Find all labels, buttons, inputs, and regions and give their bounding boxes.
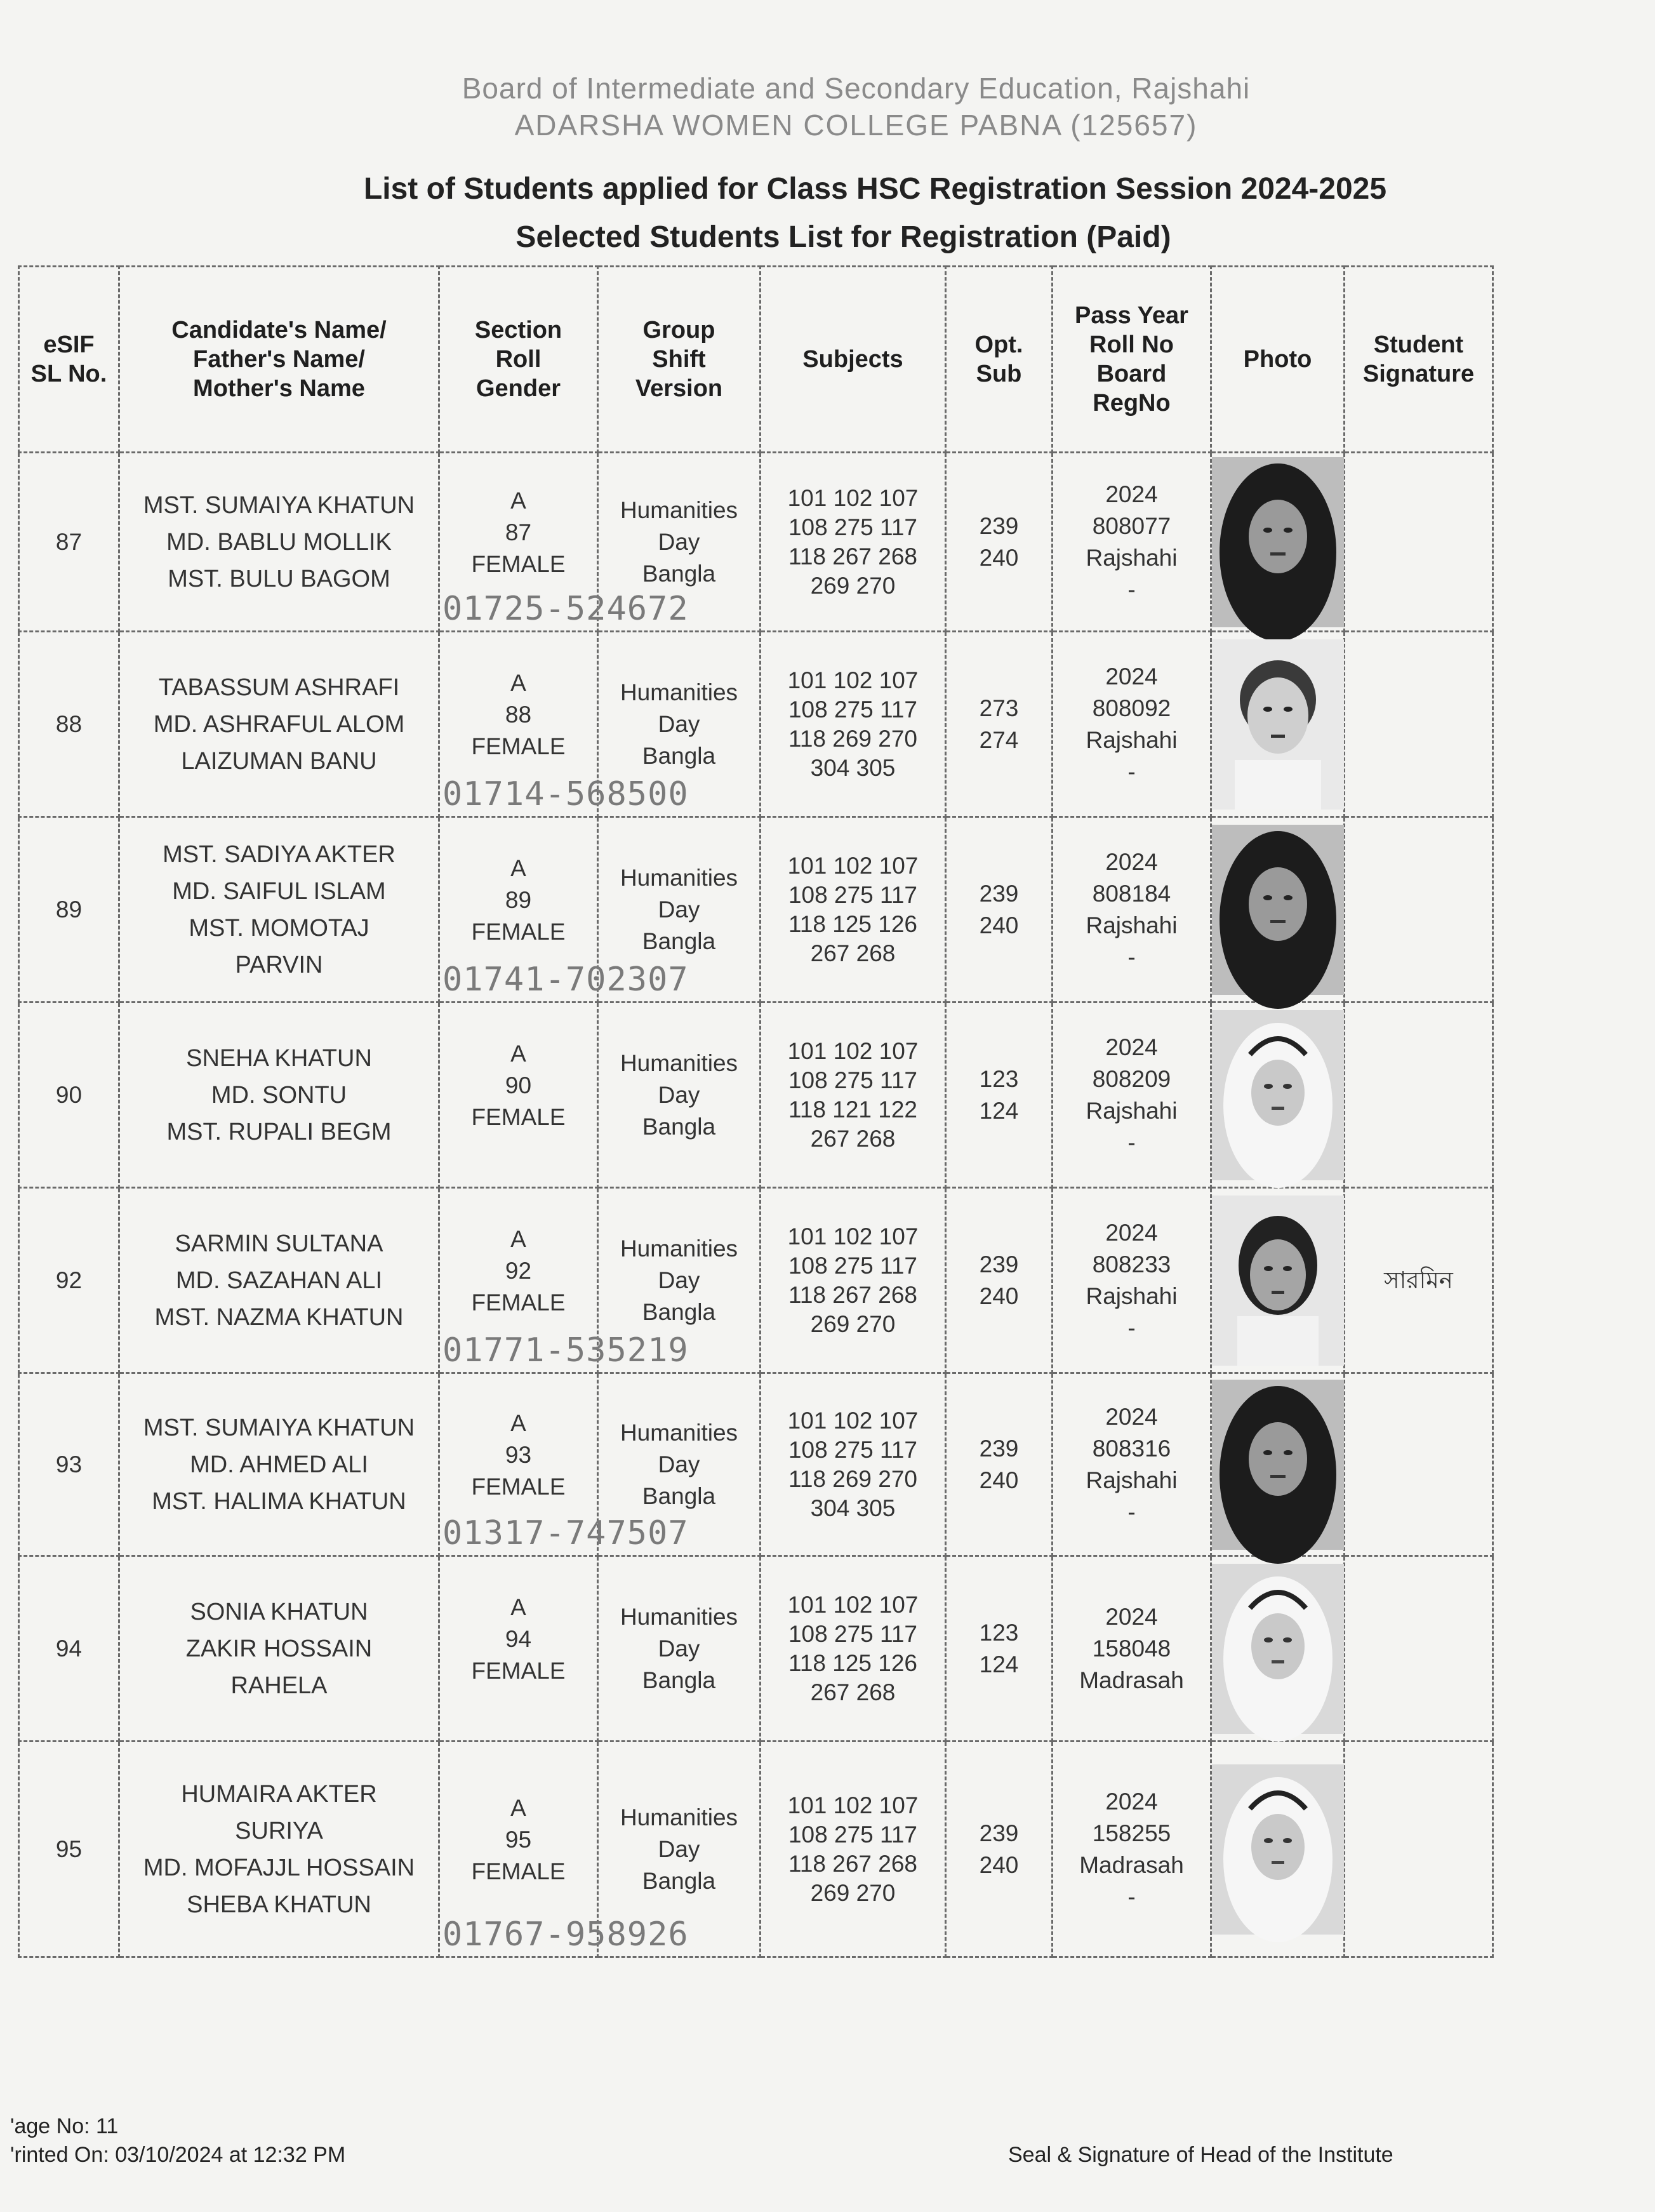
cell-line: FEMALE (471, 1858, 566, 1884)
cell-line: Humanities (620, 1049, 738, 1076)
photo-image (1212, 1010, 1344, 1180)
section-cell (439, 1003, 598, 1188)
cell-line: FEMALE (471, 1289, 566, 1316)
cell-line: Rajshahi (1086, 1283, 1178, 1309)
pass-cell (1053, 1003, 1211, 1188)
cell-line: Day (658, 896, 700, 923)
opt-sub-cell (946, 817, 1053, 1003)
student-photo (1212, 1564, 1344, 1734)
photo-cell (1211, 1003, 1345, 1188)
cell-line: Humanities (620, 1235, 738, 1262)
cell-line: 240 (979, 1851, 1019, 1878)
cell-line: MD. BABLU MOLLIK (166, 528, 392, 556)
cell-line: 240 (979, 1467, 1019, 1493)
cell-line: 118 121 122 (788, 1096, 917, 1123)
cell-line: MD. AHMED ALI (190, 1451, 368, 1478)
cell-line: A (510, 1040, 526, 1067)
cell-line: 124 (979, 1651, 1019, 1677)
cell-line: 95 (505, 1826, 532, 1853)
photo-cell (1211, 1742, 1345, 1957)
group-cell (598, 453, 761, 632)
handwritten-phone: 01714-568500 (442, 775, 689, 813)
cell-line: 808209 (1092, 1065, 1171, 1092)
signature-cell (1345, 1373, 1493, 1556)
cell-line: Rajshahi (1086, 912, 1178, 938)
cell-line: 108 275 117 (788, 1620, 917, 1647)
cell-line: 267 268 (810, 940, 896, 966)
cell-line: MST. MOMOTAJ (189, 914, 369, 942)
cell-line: PARVIN (235, 951, 323, 978)
cell-line: MD. ASHRAFUL ALOM (153, 710, 405, 738)
cell-line: A (510, 1409, 526, 1436)
photo-image (1212, 457, 1344, 627)
cell-line: Bangla (642, 560, 716, 587)
cell-line: 108 275 117 (788, 1067, 917, 1093)
cell-line: 118 267 268 (788, 543, 917, 570)
name-cell (119, 1373, 439, 1556)
opt-sub-cell (946, 632, 1053, 817)
subjects-cell (761, 1003, 946, 1188)
cell-line: Bangla (642, 1482, 716, 1509)
cell-line: 808092 (1092, 695, 1171, 721)
cell-line: MST. NAZMA KHATUN (154, 1303, 404, 1331)
cell-line: MST. HALIMA KHATUN (152, 1488, 406, 1515)
cell-line: Bangla (642, 1298, 716, 1325)
printed-on: 'rinted On: 03/10/2024 at 12:32 PM (10, 2143, 346, 2167)
cell-line: 118 269 270 (788, 725, 917, 752)
students-table (18, 265, 1494, 1958)
cell-line: 87 (505, 519, 532, 545)
signature-cell: সারমিন (1345, 1188, 1493, 1373)
cell-line: 94 (505, 1625, 532, 1652)
group-cell (598, 1188, 761, 1373)
sl-cell: 94 (19, 1556, 119, 1742)
cell-line: 240 (979, 912, 1019, 938)
cell-line: Day (658, 710, 700, 737)
col-pass: Pass Year Roll No Board RegNo (1053, 267, 1211, 453)
cell-line: A (510, 1594, 526, 1620)
seal-signature-label: Seal & Signature of Head of the Institute (1008, 2143, 1393, 2167)
sl-cell: 89 (19, 817, 119, 1003)
cell-line: 101 102 107 (787, 667, 919, 693)
signature-cell (1345, 453, 1493, 632)
cell-line: MD. SAIFUL ISLAM (172, 877, 386, 905)
photo-image (1212, 1764, 1344, 1935)
handwritten-phone: 01767-958926 (442, 1916, 689, 1954)
table-row (19, 632, 1493, 817)
subjects-cell (761, 1742, 946, 1957)
name-cell (119, 1188, 439, 1373)
col-group: Group Shift Version (598, 267, 761, 453)
signature-cell (1345, 1003, 1493, 1188)
cell-line: MD. SONTU (211, 1081, 347, 1109)
handwritten-phone: 01317-747507 (442, 1514, 689, 1552)
photo-cell (1211, 453, 1345, 632)
cell-line: 2024 (1105, 1219, 1158, 1246)
cell-line: Humanities (620, 1603, 738, 1630)
cell-line: 269 270 (810, 572, 896, 599)
handwritten-phone: 01741-702307 (442, 961, 689, 999)
cell-line: 240 (979, 544, 1019, 571)
cell-line: Day (658, 1451, 700, 1477)
photo-cell (1211, 1556, 1345, 1742)
subjects-cell (761, 453, 946, 632)
cell-line: MD. SAZAHAN ALI (175, 1267, 383, 1294)
handwritten-phone: 01725-524672 (442, 590, 689, 628)
cell-line: 108 275 117 (788, 881, 917, 908)
cell-line: Bangla (642, 742, 716, 769)
cell-line: 92 (505, 1257, 532, 1284)
cell-line: 101 102 107 (787, 1223, 919, 1249)
col-opt: Opt. Sub (946, 267, 1053, 453)
cell-line: 2024 (1105, 848, 1158, 875)
cell-line: Humanities (620, 1804, 738, 1830)
cell-line: Humanities (620, 679, 738, 705)
cell-line: 808233 (1092, 1251, 1171, 1277)
sl-cell: 88 (19, 632, 119, 817)
group-cell (598, 1556, 761, 1742)
table-row (19, 1188, 1493, 1373)
cell-line: 2024 (1105, 1603, 1158, 1630)
cell-line: 101 102 107 (787, 1037, 919, 1064)
col-subjects: Subjects (761, 267, 946, 453)
cell-line: MD. MOFAJJL HOSSAIN (143, 1854, 415, 1881)
cell-line: 808316 (1092, 1435, 1171, 1462)
photo-cell (1211, 1188, 1345, 1373)
photo-image (1212, 1196, 1344, 1366)
cell-line: Madrasah (1079, 1667, 1184, 1693)
cell-line: Bangla (642, 1867, 716, 1894)
opt-sub-cell (946, 453, 1053, 632)
cell-line: ZAKIR HOSSAIN (185, 1635, 373, 1662)
cell-line: Humanities (620, 496, 738, 523)
name-cell (119, 817, 439, 1003)
photo-cell (1211, 632, 1345, 817)
opt-sub-cell (946, 1556, 1053, 1742)
table-row (19, 1556, 1493, 1742)
table-row (19, 453, 1493, 632)
college-name: ADARSHA WOMEN COLLEGE PABNA (125657) (514, 109, 1198, 142)
cell-line: Rajshahi (1086, 726, 1178, 753)
student-photo (1212, 457, 1344, 627)
cell-line: Day (658, 1836, 700, 1862)
cell-line: 108 275 117 (788, 1252, 917, 1279)
cell-line: 274 (979, 726, 1019, 753)
cell-line: 239 (979, 1820, 1019, 1846)
name-cell (119, 453, 439, 632)
cell-line: - (1127, 1314, 1136, 1341)
cell-line: 123 (979, 1065, 1019, 1092)
cell-line: 124 (979, 1097, 1019, 1124)
name-cell (119, 1003, 439, 1188)
photo-image (1212, 639, 1344, 810)
pass-cell (1053, 817, 1211, 1003)
col-photo: Photo (1211, 267, 1345, 453)
cell-line: 118 267 268 (788, 1850, 917, 1877)
cell-line: FEMALE (471, 918, 566, 945)
board-name: Board of Intermediate and Secondary Education, Rajshahi (462, 72, 1251, 105)
cell-line: Day (658, 1635, 700, 1662)
cell-line: 267 268 (810, 1125, 896, 1152)
cell-line: A (510, 487, 526, 514)
cell-line: SARMIN SULTANA (175, 1230, 383, 1257)
photo-cell (1211, 817, 1345, 1003)
student-photo (1212, 825, 1344, 995)
cell-line: - (1127, 1498, 1136, 1525)
subjects-cell (761, 1373, 946, 1556)
cell-line: 240 (979, 1283, 1019, 1309)
cell-line: 269 270 (810, 1879, 896, 1906)
cell-line: 118 267 268 (788, 1281, 917, 1308)
cell-line: MST. RUPALI BEGM (166, 1118, 392, 1145)
opt-sub-cell (946, 1742, 1053, 1957)
cell-line: - (1127, 1129, 1136, 1156)
cell-line: 2024 (1105, 1034, 1158, 1060)
handwritten-phone: 01771-535219 (442, 1331, 689, 1369)
page-number: 'age No: 11 (10, 2114, 119, 2138)
cell-line: 118 125 126 (788, 1649, 917, 1676)
table-row (19, 1003, 1493, 1188)
cell-line: 101 102 107 (787, 1591, 919, 1618)
cell-line: HUMAIRA AKTER (181, 1780, 377, 1808)
cell-line: - (1127, 943, 1136, 970)
cell-line: 108 275 117 (788, 696, 917, 723)
cell-line: 2024 (1105, 1788, 1158, 1815)
cell-line: Bangla (642, 1667, 716, 1693)
cell-line: SURIYA (235, 1817, 323, 1844)
cell-line: 267 268 (810, 1679, 896, 1705)
table-row (19, 1373, 1493, 1556)
col-name: Candidate's Name/ Father's Name/ Mother's Name (119, 267, 439, 453)
cell-line: Day (658, 528, 700, 555)
cell-line: 158255 (1092, 1820, 1171, 1846)
group-cell (598, 817, 761, 1003)
cell-line: - (1127, 1883, 1136, 1910)
cell-line: 269 270 (810, 1310, 896, 1337)
group-cell (598, 632, 761, 817)
cell-line: Rajshahi (1086, 1097, 1178, 1124)
photo-image (1212, 1380, 1344, 1550)
cell-line: 101 102 107 (787, 1407, 919, 1434)
cell-line: Bangla (642, 928, 716, 954)
pass-cell (1053, 1188, 1211, 1373)
name-cell (119, 632, 439, 817)
table-row (19, 817, 1493, 1003)
cell-line: 158048 (1092, 1635, 1171, 1662)
photo-cell (1211, 1373, 1345, 1556)
cell-line: 118 269 270 (788, 1465, 917, 1492)
cell-line: 239 (979, 1435, 1019, 1462)
table-row (19, 1742, 1493, 1957)
cell-line: Rajshahi (1086, 1467, 1178, 1493)
cell-line: MST. SUMAIYA KHATUN (143, 1414, 415, 1441)
cell-line: SNEHA KHATUN (186, 1044, 372, 1072)
pass-cell (1053, 1373, 1211, 1556)
cell-line: SONIA KHATUN (190, 1598, 368, 1625)
cell-line: - (1127, 576, 1136, 603)
page-subtitle: Selected Students List for Registration (Paid) (515, 220, 1171, 254)
cell-line: - (1127, 758, 1136, 785)
cell-line: 118 125 126 (788, 910, 917, 937)
cell-line: 101 102 107 (787, 852, 919, 879)
cell-line: FEMALE (471, 1473, 566, 1500)
cell-line: 101 102 107 (787, 484, 919, 511)
sl-cell: 90 (19, 1003, 119, 1188)
cell-line: LAIZUMAN BANU (181, 747, 377, 775)
cell-line: 273 (979, 695, 1019, 721)
opt-sub-cell (946, 1373, 1053, 1556)
sl-cell: 95 (19, 1742, 119, 1957)
page-title: List of Students applied for Class HSC Registration Session 2024-2025 (363, 172, 1387, 206)
cell-line: 239 (979, 880, 1019, 907)
cell-line: 239 (979, 1251, 1019, 1277)
sl-cell: 93 (19, 1373, 119, 1556)
pass-cell (1053, 1556, 1211, 1742)
cell-line: Day (658, 1267, 700, 1293)
student-photo (1212, 639, 1344, 810)
cell-line: Rajshahi (1086, 544, 1178, 571)
pass-cell (1053, 632, 1211, 817)
cell-line: A (510, 1225, 526, 1252)
student-photo (1212, 1380, 1344, 1550)
group-cell (598, 1003, 761, 1188)
cell-line: 2024 (1105, 1403, 1158, 1430)
cell-line: 108 275 117 (788, 514, 917, 540)
cell-line: A (510, 855, 526, 881)
cell-line: Humanities (620, 864, 738, 891)
student-photo (1212, 1764, 1344, 1935)
pass-cell (1053, 453, 1211, 632)
cell-line: 123 (979, 1619, 1019, 1646)
cell-line: 304 305 (810, 1495, 896, 1521)
section-cell (439, 1556, 598, 1742)
group-cell (598, 1373, 761, 1556)
header-row (19, 267, 1493, 453)
signature-cell (1345, 1556, 1493, 1742)
cell-line: FEMALE (471, 1657, 566, 1684)
signature-cell (1345, 817, 1493, 1003)
cell-line: A (510, 1794, 526, 1821)
cell-line: 239 (979, 512, 1019, 539)
cell-line: TABASSUM ASHRAFI (158, 674, 400, 701)
student-photo (1212, 1010, 1344, 1180)
subjects-cell (761, 1556, 946, 1742)
cell-line: 108 275 117 (788, 1436, 917, 1463)
cell-line: 808184 (1092, 880, 1171, 907)
subjects-cell (761, 1188, 946, 1373)
subjects-cell (761, 632, 946, 817)
cell-line: MST. SADIYA AKTER (163, 841, 395, 868)
name-cell (119, 1556, 439, 1742)
cell-line: FEMALE (471, 550, 566, 577)
cell-line: MST. SUMAIYA KHATUN (143, 491, 415, 519)
cell-line: 93 (505, 1441, 532, 1468)
cell-line: Humanities (620, 1419, 738, 1446)
cell-line: MST. BULU BAGOM (168, 565, 390, 592)
cell-line: SHEBA KHATUN (187, 1891, 371, 1918)
opt-sub-cell (946, 1003, 1053, 1188)
sl-cell: 92 (19, 1188, 119, 1373)
cell-line: Madrasah (1079, 1851, 1184, 1878)
cell-line: 808077 (1092, 512, 1171, 539)
photo-image (1212, 825, 1344, 995)
cell-line: RAHELA (230, 1672, 328, 1699)
opt-sub-cell (946, 1188, 1053, 1373)
col-signature: Student Signature (1345, 267, 1493, 453)
signature-cell (1345, 632, 1493, 817)
cell-line: 101 102 107 (787, 1792, 919, 1818)
cell-line: 304 305 (810, 754, 896, 781)
cell-line: 2024 (1105, 481, 1158, 507)
cell-line: 88 (505, 701, 532, 728)
col-sl: eSIF SL No. (19, 267, 119, 453)
pass-cell (1053, 1742, 1211, 1957)
cell-line: 108 275 117 (788, 1821, 917, 1848)
cell-line: FEMALE (471, 1103, 566, 1130)
cell-line: Day (658, 1081, 700, 1108)
sl-cell: 87 (19, 453, 119, 632)
cell-line: FEMALE (471, 733, 566, 759)
cell-line: A (510, 669, 526, 696)
col-section: Section Roll Gender (439, 267, 598, 453)
cell-line: 2024 (1105, 663, 1158, 690)
cell-line: 90 (505, 1072, 532, 1098)
group-cell (598, 1742, 761, 1957)
cell-line: Bangla (642, 1113, 716, 1140)
subjects-cell (761, 817, 946, 1003)
student-photo (1212, 1196, 1344, 1366)
cell-line: 89 (505, 886, 532, 913)
photo-image (1212, 1564, 1344, 1734)
name-cell (119, 1742, 439, 1957)
signature-cell (1345, 1742, 1493, 1957)
